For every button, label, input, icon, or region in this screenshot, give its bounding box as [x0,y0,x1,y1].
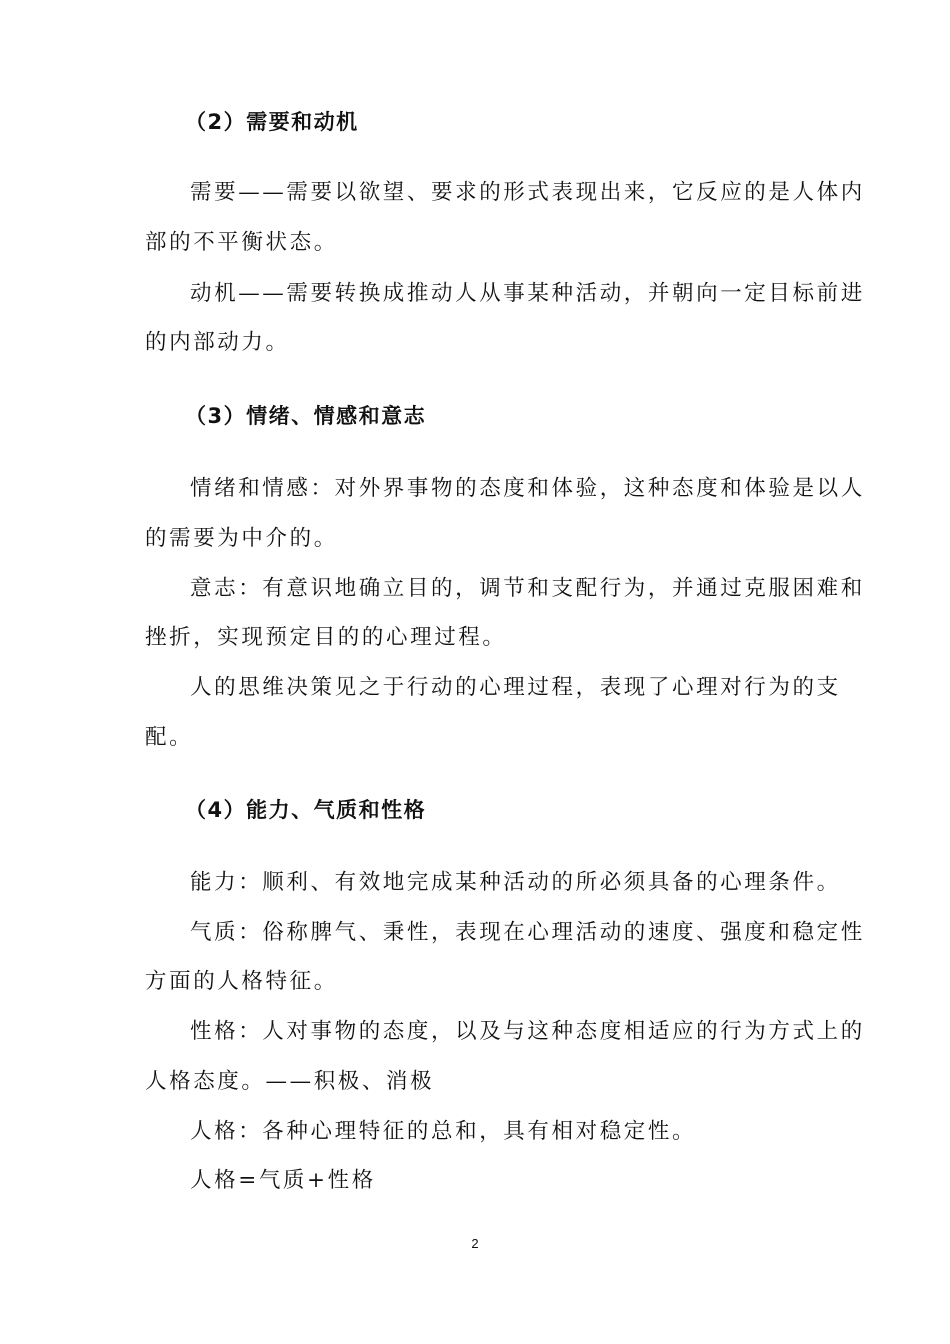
paragraph-line: 的内部动力。 [145,330,290,355]
paragraph-line: 方面的人格特征。 [145,969,338,994]
paragraph-line: 意志：有意识地确立目的，调节和支配行为，并通过克服困难和 [190,576,865,601]
paragraph-line: 配。 [145,725,194,750]
paragraph-line: 的需要为中介的。 [145,526,338,551]
paragraph-line: 人的思维决策见之于行动的心理过程，表现了心理对行为的支 [190,675,841,700]
section-heading-ability-temperament: （4）能力、气质和性格 [185,798,427,822]
paragraph-line: 动机——需要转换成推动人从事某种活动，并朝向一定目标前进 [190,281,865,306]
section-heading-emotion-will: （3）情绪、情感和意志 [185,404,427,428]
paragraph-line: 人格：各种心理特征的总和，具有相对稳定性。 [190,1119,697,1144]
paragraph-line: 人格态度。——积极、消极 [145,1069,435,1094]
section-heading-needs-motivation: （2）需要和动机 [185,110,359,134]
page-number: 2 [471,1236,479,1251]
paragraph-line: 部的不平衡状态。 [145,230,338,255]
paragraph-line: 能力：顺利、有效地完成某种活动的所必须具备的心理条件。 [190,870,841,895]
paragraph-line: 情绪和情感：对外界事物的态度和体验，这种态度和体验是以人 [190,476,865,501]
paragraph-line: 气质：俗称脾气、秉性，表现在心理活动的速度、强度和稳定性 [190,920,865,945]
paragraph-line: 需要——需要以欲望、要求的形式表现出来，它反应的是人体内 [190,180,865,205]
paragraph-line: 人格=气质+性格 [190,1168,376,1193]
paragraph-line: 挫折，实现预定目的的心理过程。 [145,625,507,650]
paragraph-line: 性格：人对事物的态度，以及与这种态度相适应的行为方式上的 [190,1019,865,1044]
